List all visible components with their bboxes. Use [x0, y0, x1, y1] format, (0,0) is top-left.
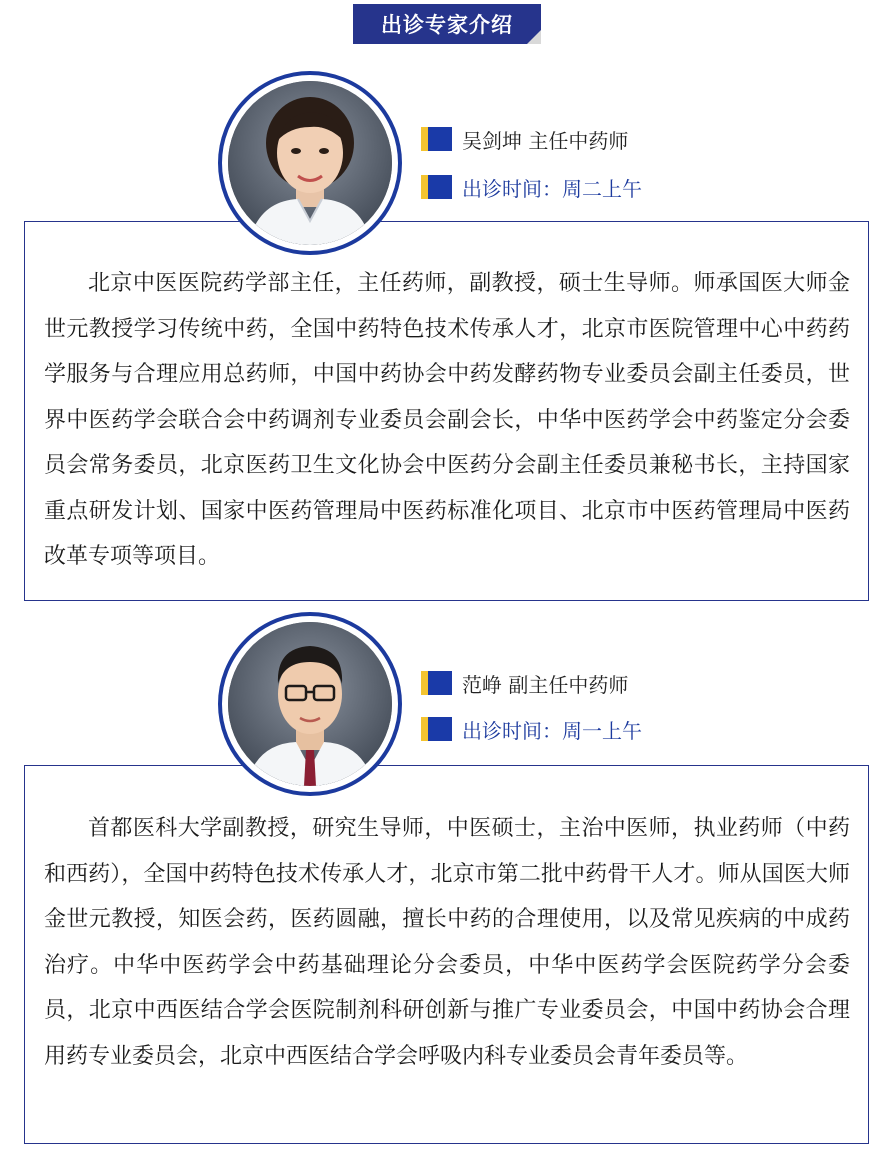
expert-1-clinic-time: 出诊时间：周二上午 [462, 176, 642, 201]
expert-2-avatar [228, 622, 392, 786]
expert-1-bio-card [24, 221, 869, 601]
section-title: 出诊专家介绍 [381, 13, 513, 37]
expert-1-name-title: 吴剑坤 主任中药师 [462, 128, 629, 153]
expert-2-time-row [421, 717, 642, 741]
expert-2-clinic-time: 出诊时间：周一上午 [462, 718, 642, 743]
expert-1-avatar-ring [218, 71, 402, 255]
section-title-banner [353, 4, 541, 44]
expert-1-avatar [228, 81, 392, 245]
expert-2-avatar-ring [218, 612, 402, 796]
expert-1-portrait-icon [228, 81, 392, 245]
expert-2-name-marker-icon [421, 671, 452, 695]
expert-1-name-marker-icon [421, 127, 452, 151]
expert-2-bio-card [24, 765, 869, 1144]
expert-2-bio: 首都医科大学副教授，研究生导师，中医硕士，主治中医师，执业药师（中药和西药），全国中药特色技术传承人才，北京市第二批中药骨干人才。师从国医大师金世元教授，知医会药，医药圆融，擅长中药的合理使用，以及常见疾病的中成药治疗。中华中医药学会中药基础理论分会委员，中华中医药学会医院药学分会委员，北京中西医结合学会医院制剂科研创新与推广专业委员会，中国中药协会合理用药专业委员会，北京中西医结合学会呼吸内科专业委员会青年委员等。 [44, 816, 850, 1069]
expert-1-name-row [421, 127, 628, 151]
expert-1-bio: 北京中医医院药学部主任，主任药师，副教授，硕士生导师。师承国医大师金世元教授学习传统中药，全国中药特色技术传承人才，北京市医院管理中心中药药学服务与合理应用总药师，中国中药协会中药发酵药物专业委员会副主任委员，世界中医药学会联合会中药调剂专业委员会副会长，中华中医药学会中药鉴定分会委员会常务委员，北京医药卫生文化协会中医药分会副主任委员兼秘书长，主持国家重点研发计划、国家中医药管理局中医药标准化项目、北京市中医药管理局中医药改革专项等项目。 [44, 271, 850, 569]
expert-2-name-row [421, 671, 628, 695]
expert-1-time-marker-icon [421, 175, 452, 199]
expert-2-portrait-icon [228, 622, 392, 786]
expert-1-time-row [421, 175, 642, 199]
expert-2-time-marker-icon [421, 717, 452, 741]
expert-2-name-title: 范峥 副主任中药师 [462, 672, 629, 697]
banner-corner-fold [527, 30, 541, 44]
